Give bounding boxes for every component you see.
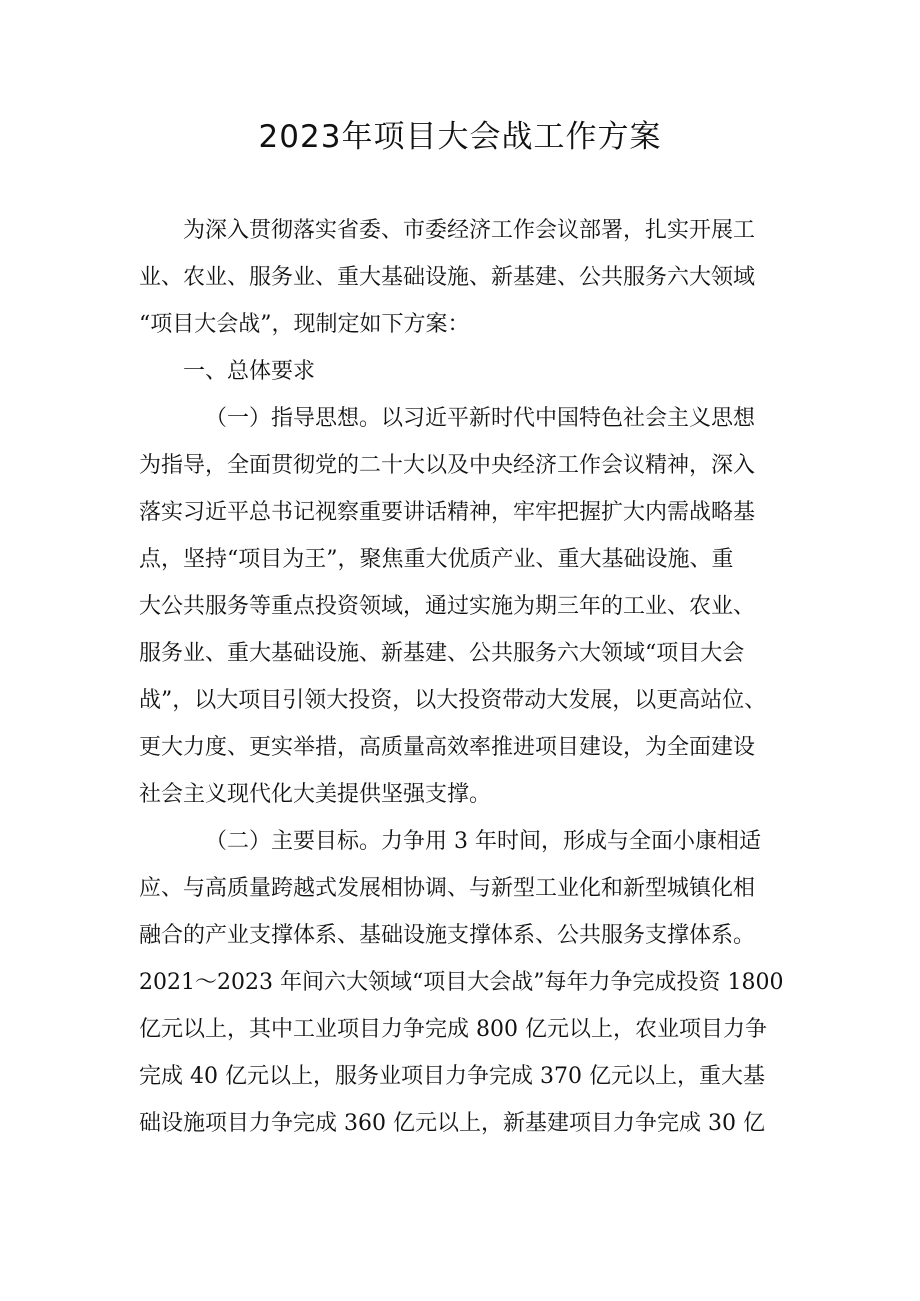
paragraph-line: 落实习近平总书记视察重要讲话精神，牢牢把握扩大内需战略基 xyxy=(139,500,756,525)
paragraph-line: 服务业、重大基础设施、新基建、公共服务六大领域“项目大会 xyxy=(139,641,745,666)
paragraph-line: “项目大会战”，现制定如下方案： xyxy=(139,312,470,337)
paragraph-line: 融合的产业支撑体系、基础设施支撑体系、公共服务支撑体系。 xyxy=(139,923,756,948)
paragraph-line: 战”，以大项目引领大投资，以大投资带动大发展，以更高站位、 xyxy=(139,688,767,713)
paragraph-line: 为指导，全面贯彻党的二十大以及中央经济工作会议精神，深入 xyxy=(139,453,756,478)
paragraph-line: 2021～2023 年间六大领域“项目大会战”每年力争完成投资 1800 xyxy=(139,970,784,995)
paragraph-line: （一）指导思想。以习近平新时代中国特色社会主义思想 xyxy=(205,406,756,431)
paragraph-line: 亿元以上，其中工业项目力争完成 800 亿元以上，农业项目力争 xyxy=(139,1017,767,1042)
paragraph-line: 社会主义现代化大美提供坚强支撑。 xyxy=(139,782,492,807)
paragraph-line: 应、与高质量跨越式发展相协调、与新型工业化和新型城镇化相 xyxy=(139,876,756,901)
paragraph-line: 更大力度、更实举措，高质量高效率推进项目建设，为全面建设 xyxy=(139,735,756,760)
paragraph-line: 完成 40 亿元以上，服务业项目力争完成 370 亿元以上，重大基 xyxy=(139,1064,765,1089)
paragraph-line: 业、农业、服务业、重大基础设施、新基建、公共服务六大领域 xyxy=(139,265,756,290)
section-heading: 一、总体要求 xyxy=(183,359,316,384)
paragraph-line: （二）主要目标。力争用 3 年时间，形成与全面小康相适 xyxy=(205,829,761,854)
paragraph-line: 大公共服务等重点投资领域，通过实施为期三年的工业、农业、 xyxy=(139,594,756,619)
document-body xyxy=(139,207,799,1147)
paragraph-line: 础设施项目力争完成 360 亿元以上，新基建项目力争完成 30 亿 xyxy=(139,1111,765,1136)
document-title: 2023年项目大会战工作方案 xyxy=(258,119,662,155)
paragraph-line: 点，坚持“项目为王”，聚焦重大优质产业、重大基础设施、重 xyxy=(139,547,734,572)
paragraph-line: 为深入贯彻落实省委、市委经济工作会议部署，扎实开展工 xyxy=(183,218,756,243)
